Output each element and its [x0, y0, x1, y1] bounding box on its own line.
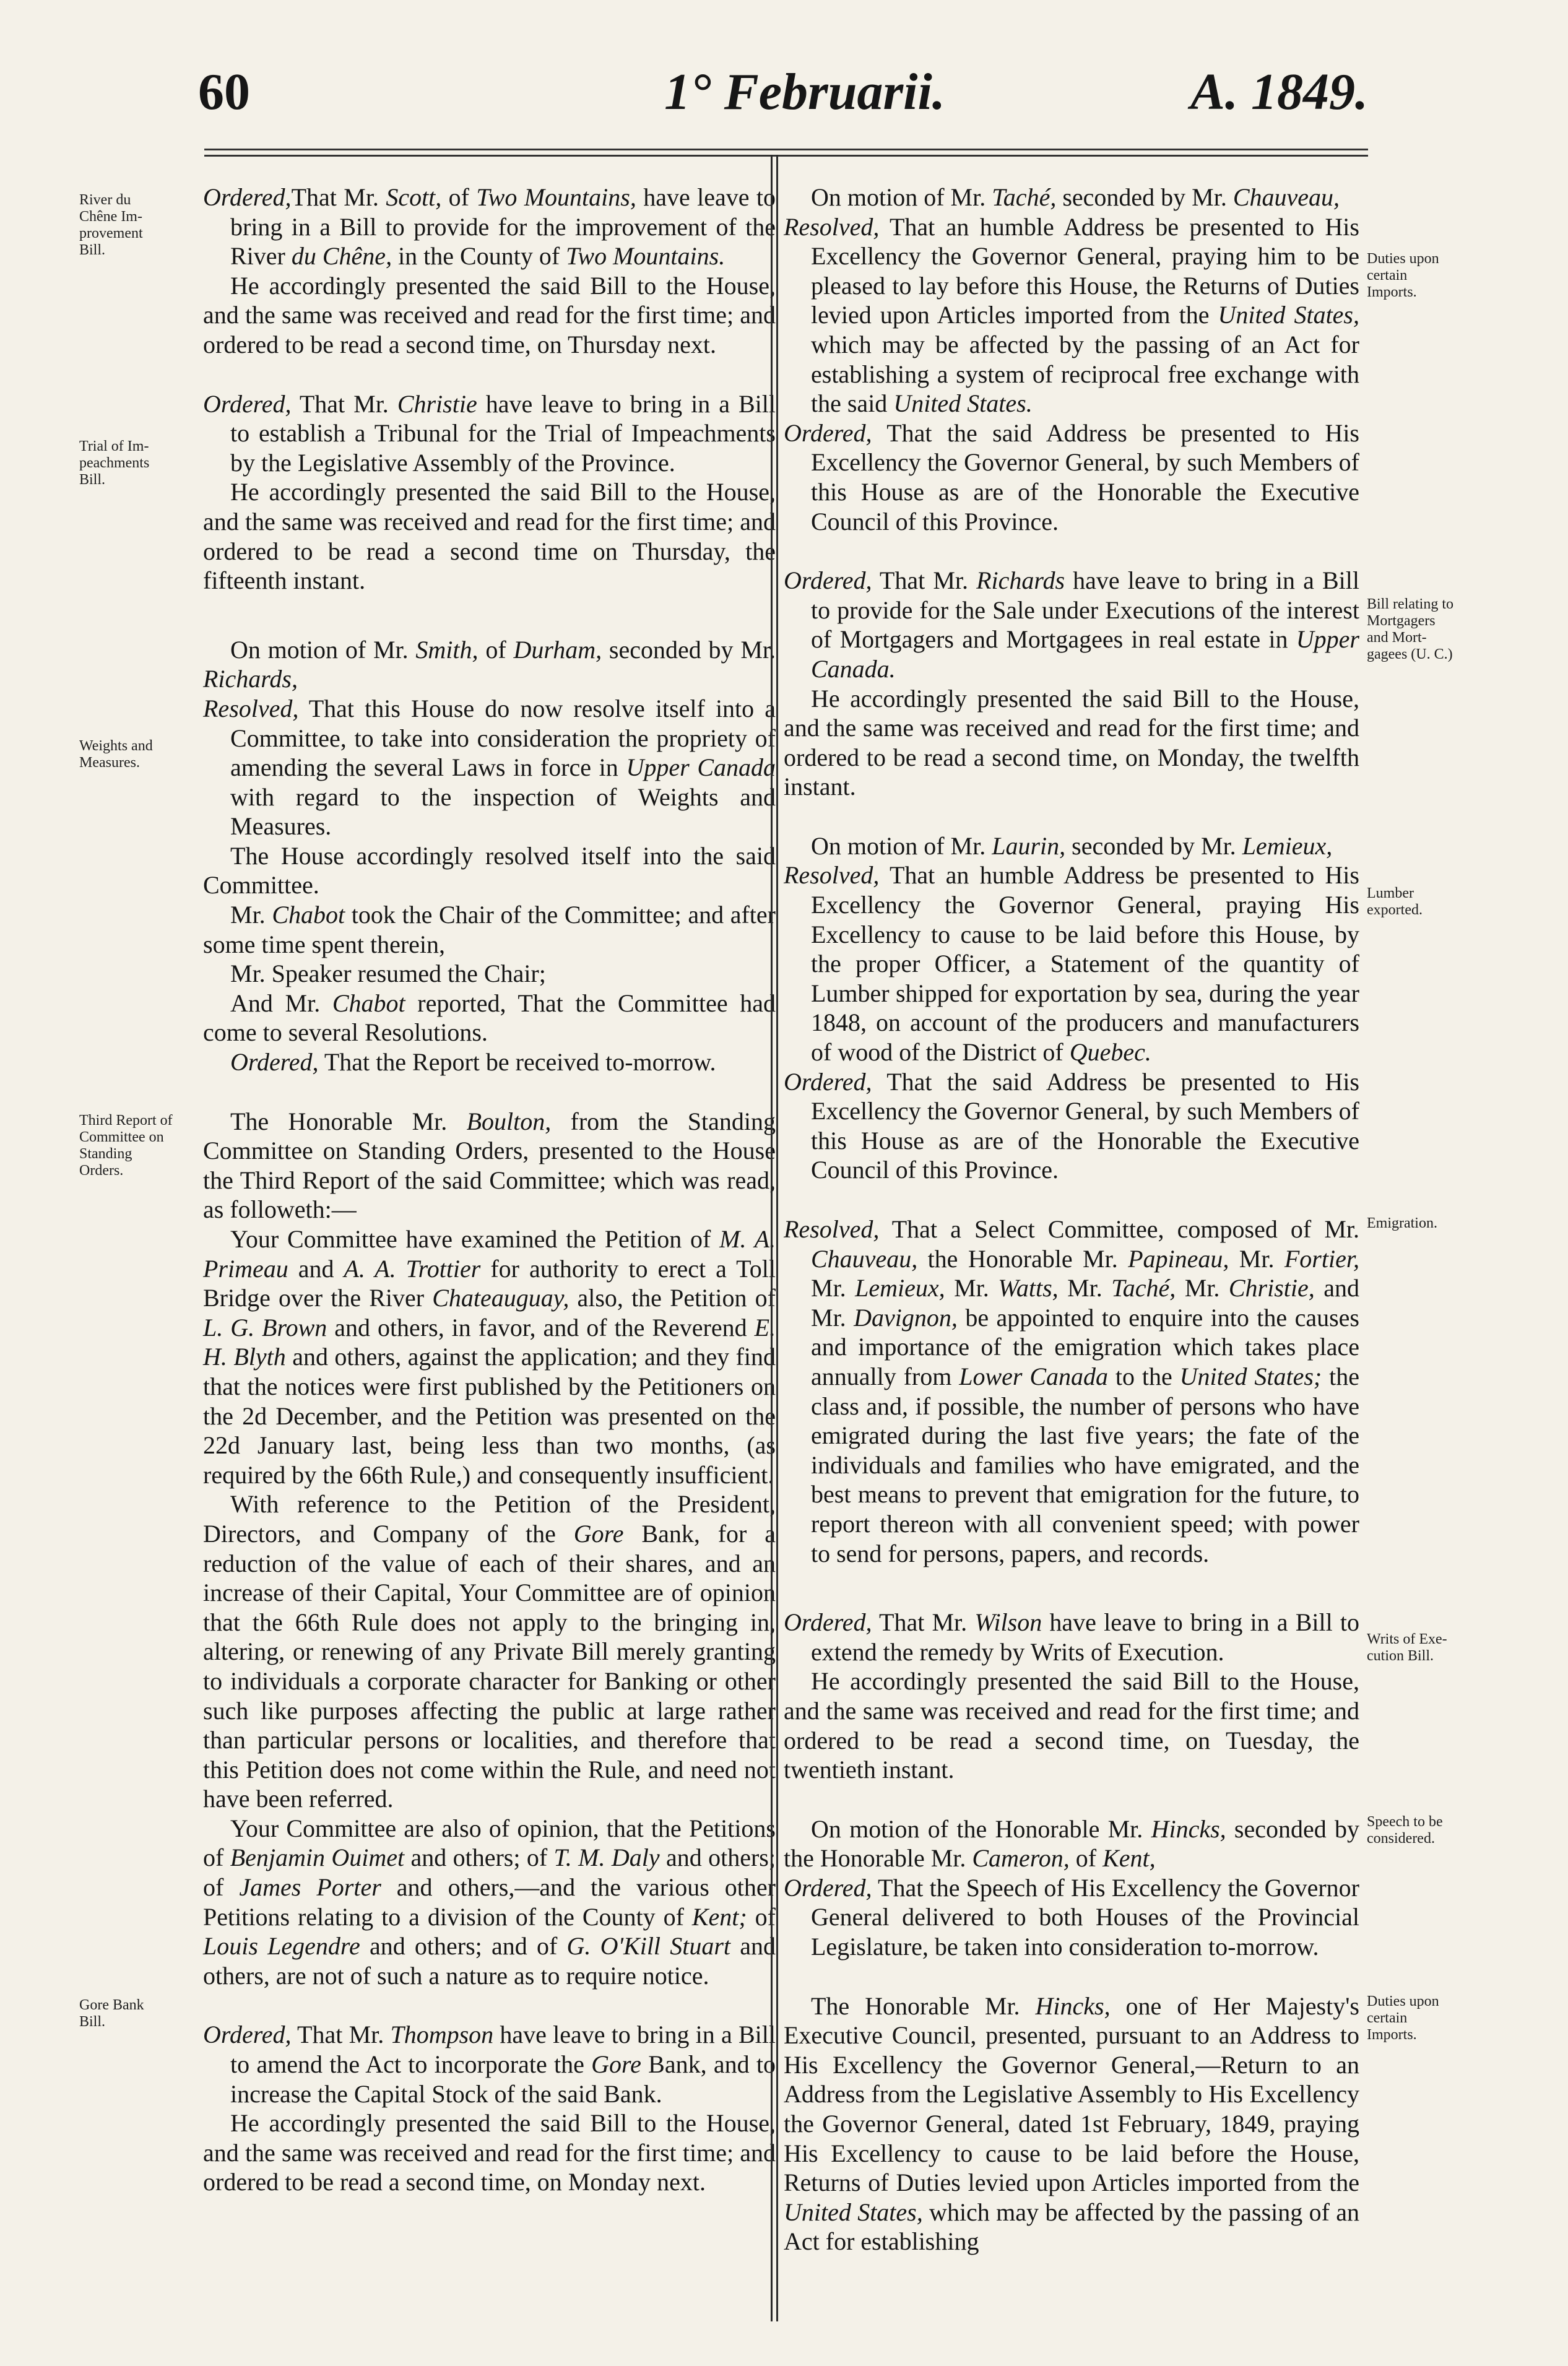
margin-note-line: Measures. [79, 755, 140, 771]
margin-note-river [79, 192, 184, 259]
margin-note-line: Gore Bank [79, 1997, 144, 2013]
margin-note-line: Trial of Im- [79, 438, 149, 454]
margin-note-line: Emigration. [1367, 1215, 1437, 1231]
left-paragraph: He accordingly presented the said Bill to the House, and the same was received and read for the first time; and ordered to be read a second time, on Thursday next. [203, 271, 776, 358]
margin-note-line: Imports. [1367, 2027, 1417, 2043]
margin-note-duties-2 [1367, 1993, 1472, 2043]
right-paragraph: The Honorable Mr. Hincks, one of Her Majesty's Executive Council, presented, pursuant to an Address to His Excellency the Governor General,—Return to an Address from the Legislative Assembly to His Excellency the Governor General, dated 1st February, 1849, praying His Excellency to cause to be laid before the House, Returns of Duties levied upon Articles imported from the United States, which may be affected by the passing of an Act for establishing [784, 1991, 1359, 2256]
left-paragraph: Mr. Chabot took the Chair of the Committee; and after some time spent therein, [203, 901, 776, 958]
margin-note-line: Imports. [1367, 284, 1417, 300]
right-paragraph: Resolved, That a Select Committee, composed of Mr. Chauveau, the Honorable Mr. Papineau, Mr. Fortier, Mr. Lemieux, Mr. Watts, Mr. Taché, Mr. Christie, and Mr. Davignon, be appointed to enquire into the causes and importance of the emigration which takes place annually from Lower Canada to the United States; the class and, if possible, the number of persons who have emigrated during the last five years; the fate of the individuals and families who have emigrated, and the best means to prevent that emigration for the future, to report thereon with all convenient speed; with power to send for persons, papers, and records. [784, 1215, 1359, 1567]
margin-note-weights [79, 738, 184, 771]
margin-note-duties [1367, 251, 1472, 301]
right-paragraph: On motion of Mr. Taché, seconded by Mr. Chauveau, [811, 183, 1340, 211]
left-paragraph: The House accordingly resolved itself into the said Committee. [203, 841, 776, 899]
paragraph-gap [784, 1962, 1359, 1991]
margin-note-line: Mortgagers [1367, 613, 1436, 629]
column-separator [771, 155, 778, 2321]
page-header [198, 62, 1368, 136]
left-paragraph: Resolved, That this House do now resolve itself into a Committee, to take into consideration the propriety of amending the several Laws in force in Upper Canada with regard to the inspection of Weights and Measures. [203, 694, 776, 841]
paragraph-gap [784, 1185, 1359, 1215]
margin-note-gore-bank [79, 1997, 184, 2030]
left-paragraph: Your Committee are also of opinion, that the Petitions of Benjamin Ouimet and others; of T. M. Daly and others; of James Porter and others,—and the various other Petitions relating to a division of the County of Kent; of Louis Legendre and others; and of G. O'Kill Stuart and others, are not of such a nature as to require notice. [203, 1814, 776, 1990]
margin-note-speech [1367, 1814, 1472, 1847]
margin-note-line: Weights and [79, 738, 153, 754]
margin-note-writs [1367, 1631, 1472, 1665]
right-paragraph: Ordered, That the said Address be presented to His Excellency the Governor General, by such Members of this House as are of the Honorable the Executive Council of this Province. [784, 1067, 1359, 1184]
margin-note-line: Bill. [79, 242, 106, 258]
margin-note-line: certain [1367, 267, 1408, 284]
margin-note-line: Bill. [79, 2014, 106, 2030]
right-paragraph: Ordered, That the said Address be presented to His Excellency the Governor General, by such Members of this House as are of the Honorable the Executive Council of this Province. [784, 418, 1359, 535]
margin-note-third-report [79, 1112, 184, 1179]
margin-note-line: Lumber [1367, 885, 1414, 901]
margin-note-line: provement [79, 225, 143, 241]
margin-note-lumber [1367, 885, 1472, 919]
left-column [203, 183, 776, 2197]
margin-note-line: Standing [79, 1146, 132, 1162]
margin-note-emigration [1367, 1215, 1472, 1232]
margin-note-line: Duties upon [1367, 251, 1439, 267]
page-number: 60 [198, 63, 250, 121]
margin-note-line: Bill relating to [1367, 596, 1453, 612]
margin-note-line: Duties upon [1367, 1993, 1439, 2009]
paragraph-gap [203, 1077, 776, 1107]
page-date: 1° Februarii. [664, 63, 945, 121]
left-paragraph: Ordered, That Mr. Christie have leave to bring in a Bill to establish a Tribunal for the Trial of Impeachments by the Legislative Assembly of the Province. [203, 389, 776, 477]
paragraph-gap [203, 360, 776, 389]
margin-note-line: River du [79, 192, 131, 208]
right-paragraph: On motion of the Honorable Mr. Hincks, seconded by the Honorable Mr. Cameron, of Kent, [784, 1814, 1360, 1873]
paragraph-gap [784, 802, 1359, 831]
margin-note-line: exported. [1367, 902, 1423, 918]
margin-note-line: peachments [79, 455, 150, 471]
left-paragraph: On motion of Mr. Smith, of Durham, seconded by Mr. Richards, [203, 635, 776, 693]
left-paragraph: And Mr. Chabot reported, That the Committee had come to several Resolutions. [203, 989, 776, 1047]
margin-note-line: and Mort- [1367, 630, 1427, 646]
margin-note-mortgage [1367, 596, 1472, 663]
right-paragraph: Ordered, That the Speech of His Excellency the Governor General delivered to both Houses of the Provincial Legislature, be taken into consideration to-morrow. [784, 1873, 1359, 1961]
margin-note-line: Committee on [79, 1129, 164, 1145]
right-paragraph: Ordered, That Mr. Richards have leave to bring in a Bill to provide for the Sale under Executions of the interest of Mortgagers and Mortgagees in real estate in Upper Canada. [784, 566, 1359, 683]
left-paragraph: He accordingly presented the said Bill to the House, and the same was received and read for the first time; and ordered to be read a second time on Thursday, the fifteenth instant. [203, 478, 776, 595]
right-paragraph: Ordered, That Mr. Wilson have leave to bring in a Bill to extend the remedy by Writs of Execution. [784, 1608, 1359, 1666]
paragraph-gap [203, 1990, 776, 2020]
left-paragraph: With reference to the Petition of the President, Directors, and Company of the Gore Bank, for a reduction of the value of each of their shares, and an increase of their Capital, Your Committee are of opinion that the 66th Rule does not apply to the bringing in, altering, or renewing of any Private Bill merely granting to individuals a corporate character for Banking or other such like purposes affecting the public at large rather than particular persons or localities, and therefore that this Petition does not come within the Rule, and need not have been referred. [203, 1490, 776, 1813]
right-column [784, 183, 1359, 2256]
left-paragraph: Ordered, That the Report be received to-morrow. [230, 1048, 716, 1077]
left-paragraph: Ordered,That Mr. Scott, of Two Mountains, have leave to bring in a Bill to provide for the improvement of the River du Chêne, in the County of Two Mountains. [203, 183, 776, 271]
margin-note-line: Third Report of [79, 1112, 173, 1129]
margin-note-line: gagees (U. C.) [1367, 646, 1453, 662]
header-rule-lower [204, 155, 1368, 157]
right-paragraph: Resolved, That an humble Address be presented to His Excellency the Governor General, praying him to be pleased to lay before this House, the Returns of Duties levied upon Articles imported from the United States, which may be affected by the passing of an Act for establishing a system of reciprocal free exchange with the said United States. [784, 212, 1360, 418]
paragraph-gap [784, 536, 1359, 566]
margin-note-impeachment [79, 438, 184, 488]
margin-note-line: Bill. [79, 472, 106, 488]
page-year: A. 1849. [1190, 63, 1368, 121]
margin-note-line: Orders. [79, 1163, 124, 1179]
left-paragraph: He accordingly presented the said Bill to the House, and the same was received and read for the first time; and ordered to be read a second time, on Monday next. [203, 2109, 776, 2196]
margin-note-line: certain [1367, 2010, 1408, 2026]
left-paragraph: Ordered, That Mr. Thompson have leave to bring in a Bill to amend the Act to incorporate the Gore Bank, and to increase the Capital Stock of the said Bank. [203, 2021, 776, 2108]
left-paragraph: The Honorable Mr. Boulton, from the Standing Committee on Standing Orders, presented to the House the Third Report of the said Committee; which was read, as followeth:— [203, 1107, 776, 1224]
right-paragraph: He accordingly presented the said Bill to the House, and the same was received and read for the first time; and ordered to be read a second time, on Monday, the twelfth instant. [784, 684, 1359, 801]
header-rule-upper [204, 149, 1368, 150]
right-paragraph: Resolved, That an humble Address be presented to His Excellency the Governor General, praying His Excellency to cause to be laid before this House, by the proper Officer, a Statement of the quantity of Lumber shipped for exportation by sea, during the year 1848, on account of the producers and manufacturers of wood of the District of Quebec. [784, 861, 1359, 1067]
margin-note-line: Chêne Im- [79, 209, 142, 225]
paragraph-gap [784, 1785, 1359, 1814]
margin-note-line: cution Bill. [1367, 1648, 1434, 1664]
paragraph-gap [784, 1568, 1359, 1608]
paragraph-gap [203, 596, 776, 635]
margin-note-line: Writs of Exe- [1367, 1631, 1447, 1647]
margin-note-line: considered. [1367, 1831, 1435, 1847]
right-paragraph: He accordingly presented the said Bill to the House, and the same was received and read for the first time; and ordered to be read a second time, on Tuesday, the twentieth instant. [784, 1667, 1359, 1784]
left-paragraph: Mr. Speaker resumed the Chair; [230, 960, 546, 988]
right-paragraph: On motion of Mr. Laurin, seconded by Mr. Lemieux, [811, 831, 1333, 860]
left-paragraph: Your Committee have examined the Petition of M. A. Primeau and A. A. Trottier for authority to erect a Toll Bridge over the River Chateauguay, also, the Petition of L. G. Brown and others, in favor, and of the Reverend E. H. Blyth and others, against the application; and they find that the notices were first published by the Petitioners on the 2d December, and the Petition was presented on the 22d January last, being less than two months, (as required by the 66th Rule,) and consequently insufficient. [203, 1225, 776, 1489]
margin-note-line: Speech to be [1367, 1814, 1443, 1830]
